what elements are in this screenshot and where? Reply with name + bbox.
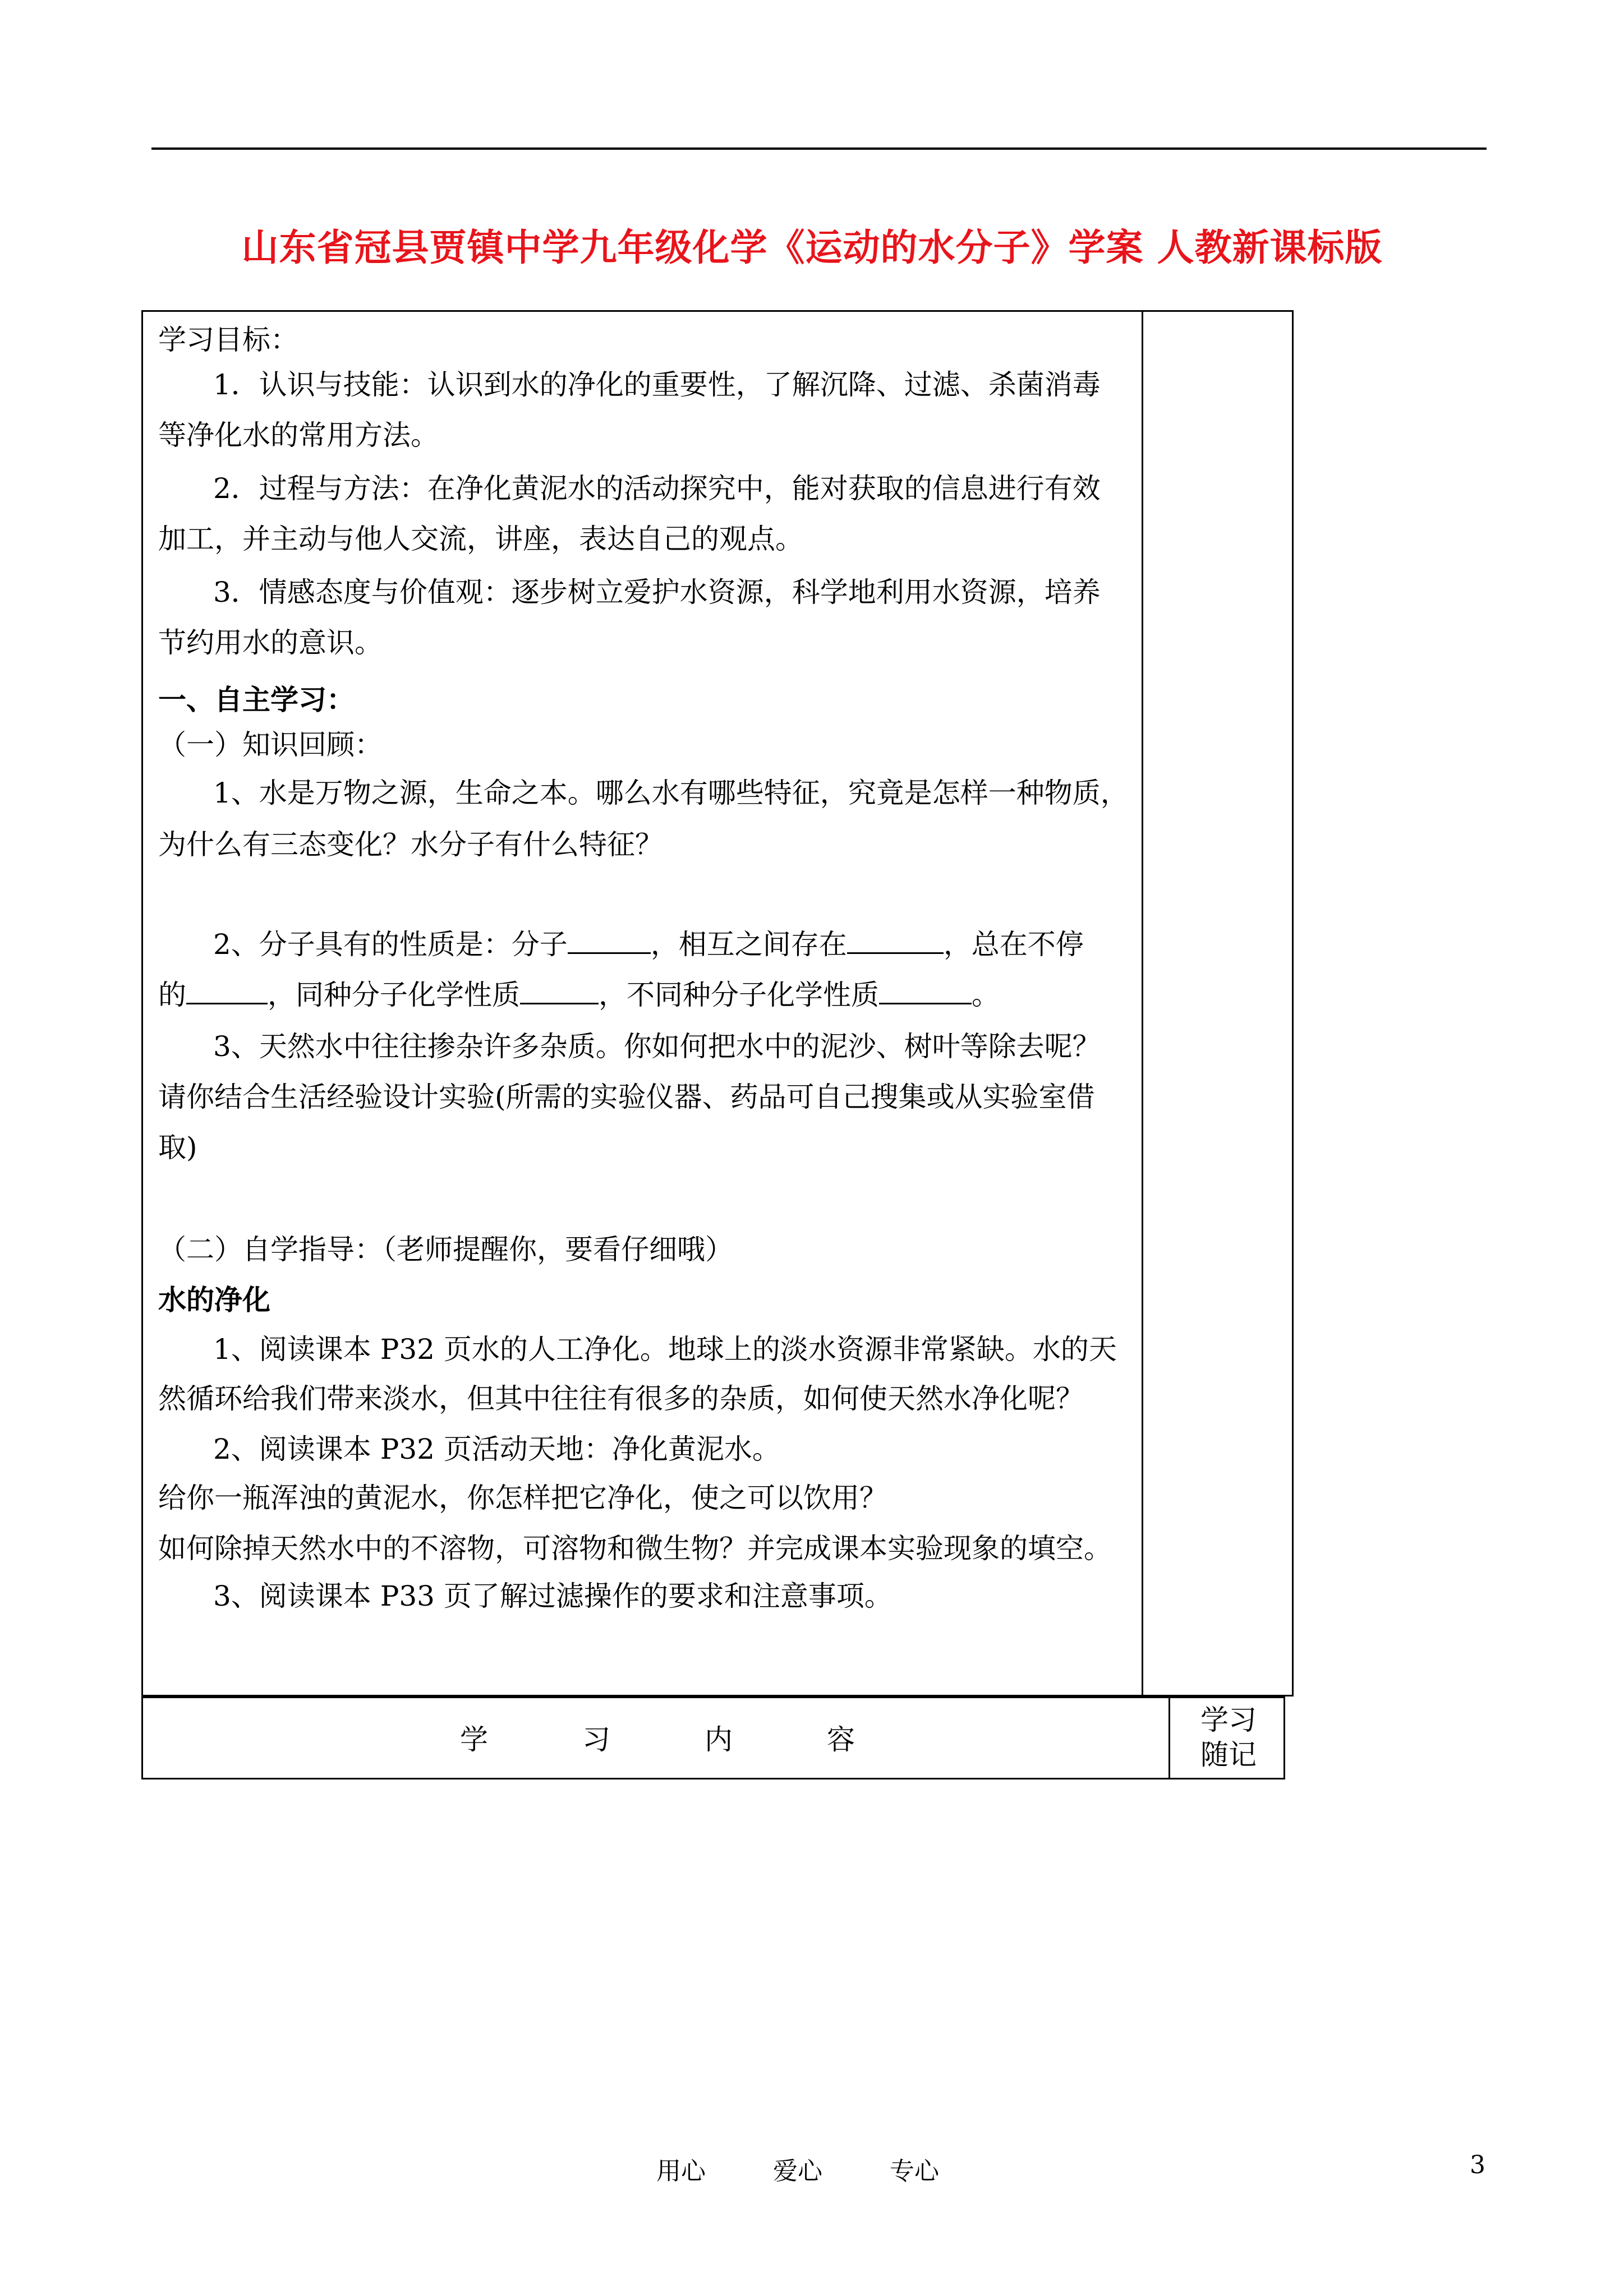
footer-motto: 用心: [656, 2157, 706, 2186]
notes-label-line-1: 学习: [1200, 1704, 1257, 1736]
q2-text-3: ，总在不停: [943, 928, 1084, 961]
notes-column-divider: [1142, 310, 1143, 1696]
question-3-line-3: 取): [158, 1131, 197, 1164]
page-title: 山东省冠县贾镇中学九年级化学《运动的水分子》学案 人教新课标版: [241, 226, 1383, 269]
table-footer-divider: [1168, 1696, 1170, 1779]
reading-3: 3、阅读课本 P33 页了解过滤操作的要求和注意事项。: [213, 1580, 892, 1612]
objectives-heading: 学习目标：: [158, 324, 298, 356]
water-purification-heading: 水的净化: [158, 1284, 270, 1316]
question-3-line-1: 3、天然水中往往掺杂许多杂质。你如何把水中的泥沙、树叶等除去呢？: [213, 1030, 1101, 1063]
objective-3-line-2: 节约用水的意识。: [158, 626, 383, 659]
q2-text-6: ，不同种分子化学性质: [599, 979, 879, 1011]
blank-field[interactable]: [879, 978, 972, 1004]
blank-field[interactable]: [847, 928, 944, 954]
reading-1-line-2: 然循环给我们带来淡水，但其中往往有很多的杂质，如何使天然水净化呢？: [158, 1382, 1084, 1415]
reading-2-line-2: 给你一瓶浑浊的黄泥水，你怎样把它净化，使之可以饮用？: [158, 1482, 887, 1514]
label-char: 学: [460, 1723, 488, 1756]
blank-field[interactable]: [186, 978, 268, 1004]
table-footer-top-rule: [141, 1696, 1285, 1698]
objective-2-line-1: 2．过程与方法：在净化黄泥水的活动探究中，能对获取的信息进行有效: [213, 472, 1101, 505]
objective-1-line-2: 等净化水的常用方法。: [158, 419, 439, 451]
q2-text-2: ，相互之间存在: [650, 928, 847, 961]
study-notes-label: [1198, 1703, 1259, 1772]
guide-heading: （二）自学指导：（老师提醒你，要看仔细哦）: [158, 1233, 733, 1266]
reading-1-line-1: 1、阅读课本 P32 页水的人工净化。地球上的淡水资源非常紧缺。水的天: [213, 1333, 1117, 1366]
blank-field[interactable]: [520, 978, 599, 1004]
question-3-line-2: 请你结合生活经验设计实验(所需的实验仪器、药品可自己搜集或从实验室借: [158, 1081, 1095, 1113]
label-char: 容: [827, 1723, 855, 1756]
q2-text-7: 。: [972, 979, 1000, 1011]
question-1-line-1: 1、水是万物之源，生命之本。哪么水有哪些特征，究竟是怎样一种物质，: [213, 777, 1129, 809]
q2-text-4: 的: [158, 979, 186, 1011]
header-rule: [151, 147, 1487, 150]
footer-motto: 爱心: [773, 2157, 822, 2186]
study-content-label: [460, 1717, 949, 1758]
q2-text-1: 2、分子具有的性质是：分子: [213, 928, 568, 961]
notes-label-line-2: 随记: [1200, 1739, 1257, 1771]
self-study-heading: 一、自主学习：: [158, 684, 355, 716]
footer-motto: 专心: [890, 2157, 939, 2186]
label-char: 内: [705, 1723, 733, 1756]
page-number: 3: [1470, 2151, 1485, 2179]
question-1-line-2: 为什么有三态变化？水分子有什么特征？: [158, 828, 663, 861]
page-footer: [656, 2151, 1006, 2187]
objective-3-line-1: 3．情感态度与价值观：逐步树立爱护水资源，科学地利用水资源，培养: [213, 576, 1101, 608]
objective-2-line-2: 加工，并主动与他人交流，讲座，表达自己的观点。: [158, 523, 803, 555]
label-char: 习: [582, 1723, 610, 1756]
q2-text-5: ，同种分子化学性质: [268, 979, 520, 1011]
question-2-line-1: [158, 922, 1084, 962]
objective-1-line-1: 1．认识与技能：认识到水的净化的重要性，了解沉降、过滤、杀菌消毒: [213, 368, 1101, 401]
review-heading: （一）知识回顾：: [158, 729, 383, 761]
question-2-line-2: [158, 972, 1000, 1013]
blank-field[interactable]: [568, 928, 651, 954]
reading-2-line-3: 如何除掉天然水中的不溶物，可溶物和微生物？并完成课本实验现象的填空。: [158, 1532, 1112, 1565]
reading-2-line-1: 2、阅读课本 P32 页活动天地：净化黄泥水。: [213, 1433, 780, 1465]
